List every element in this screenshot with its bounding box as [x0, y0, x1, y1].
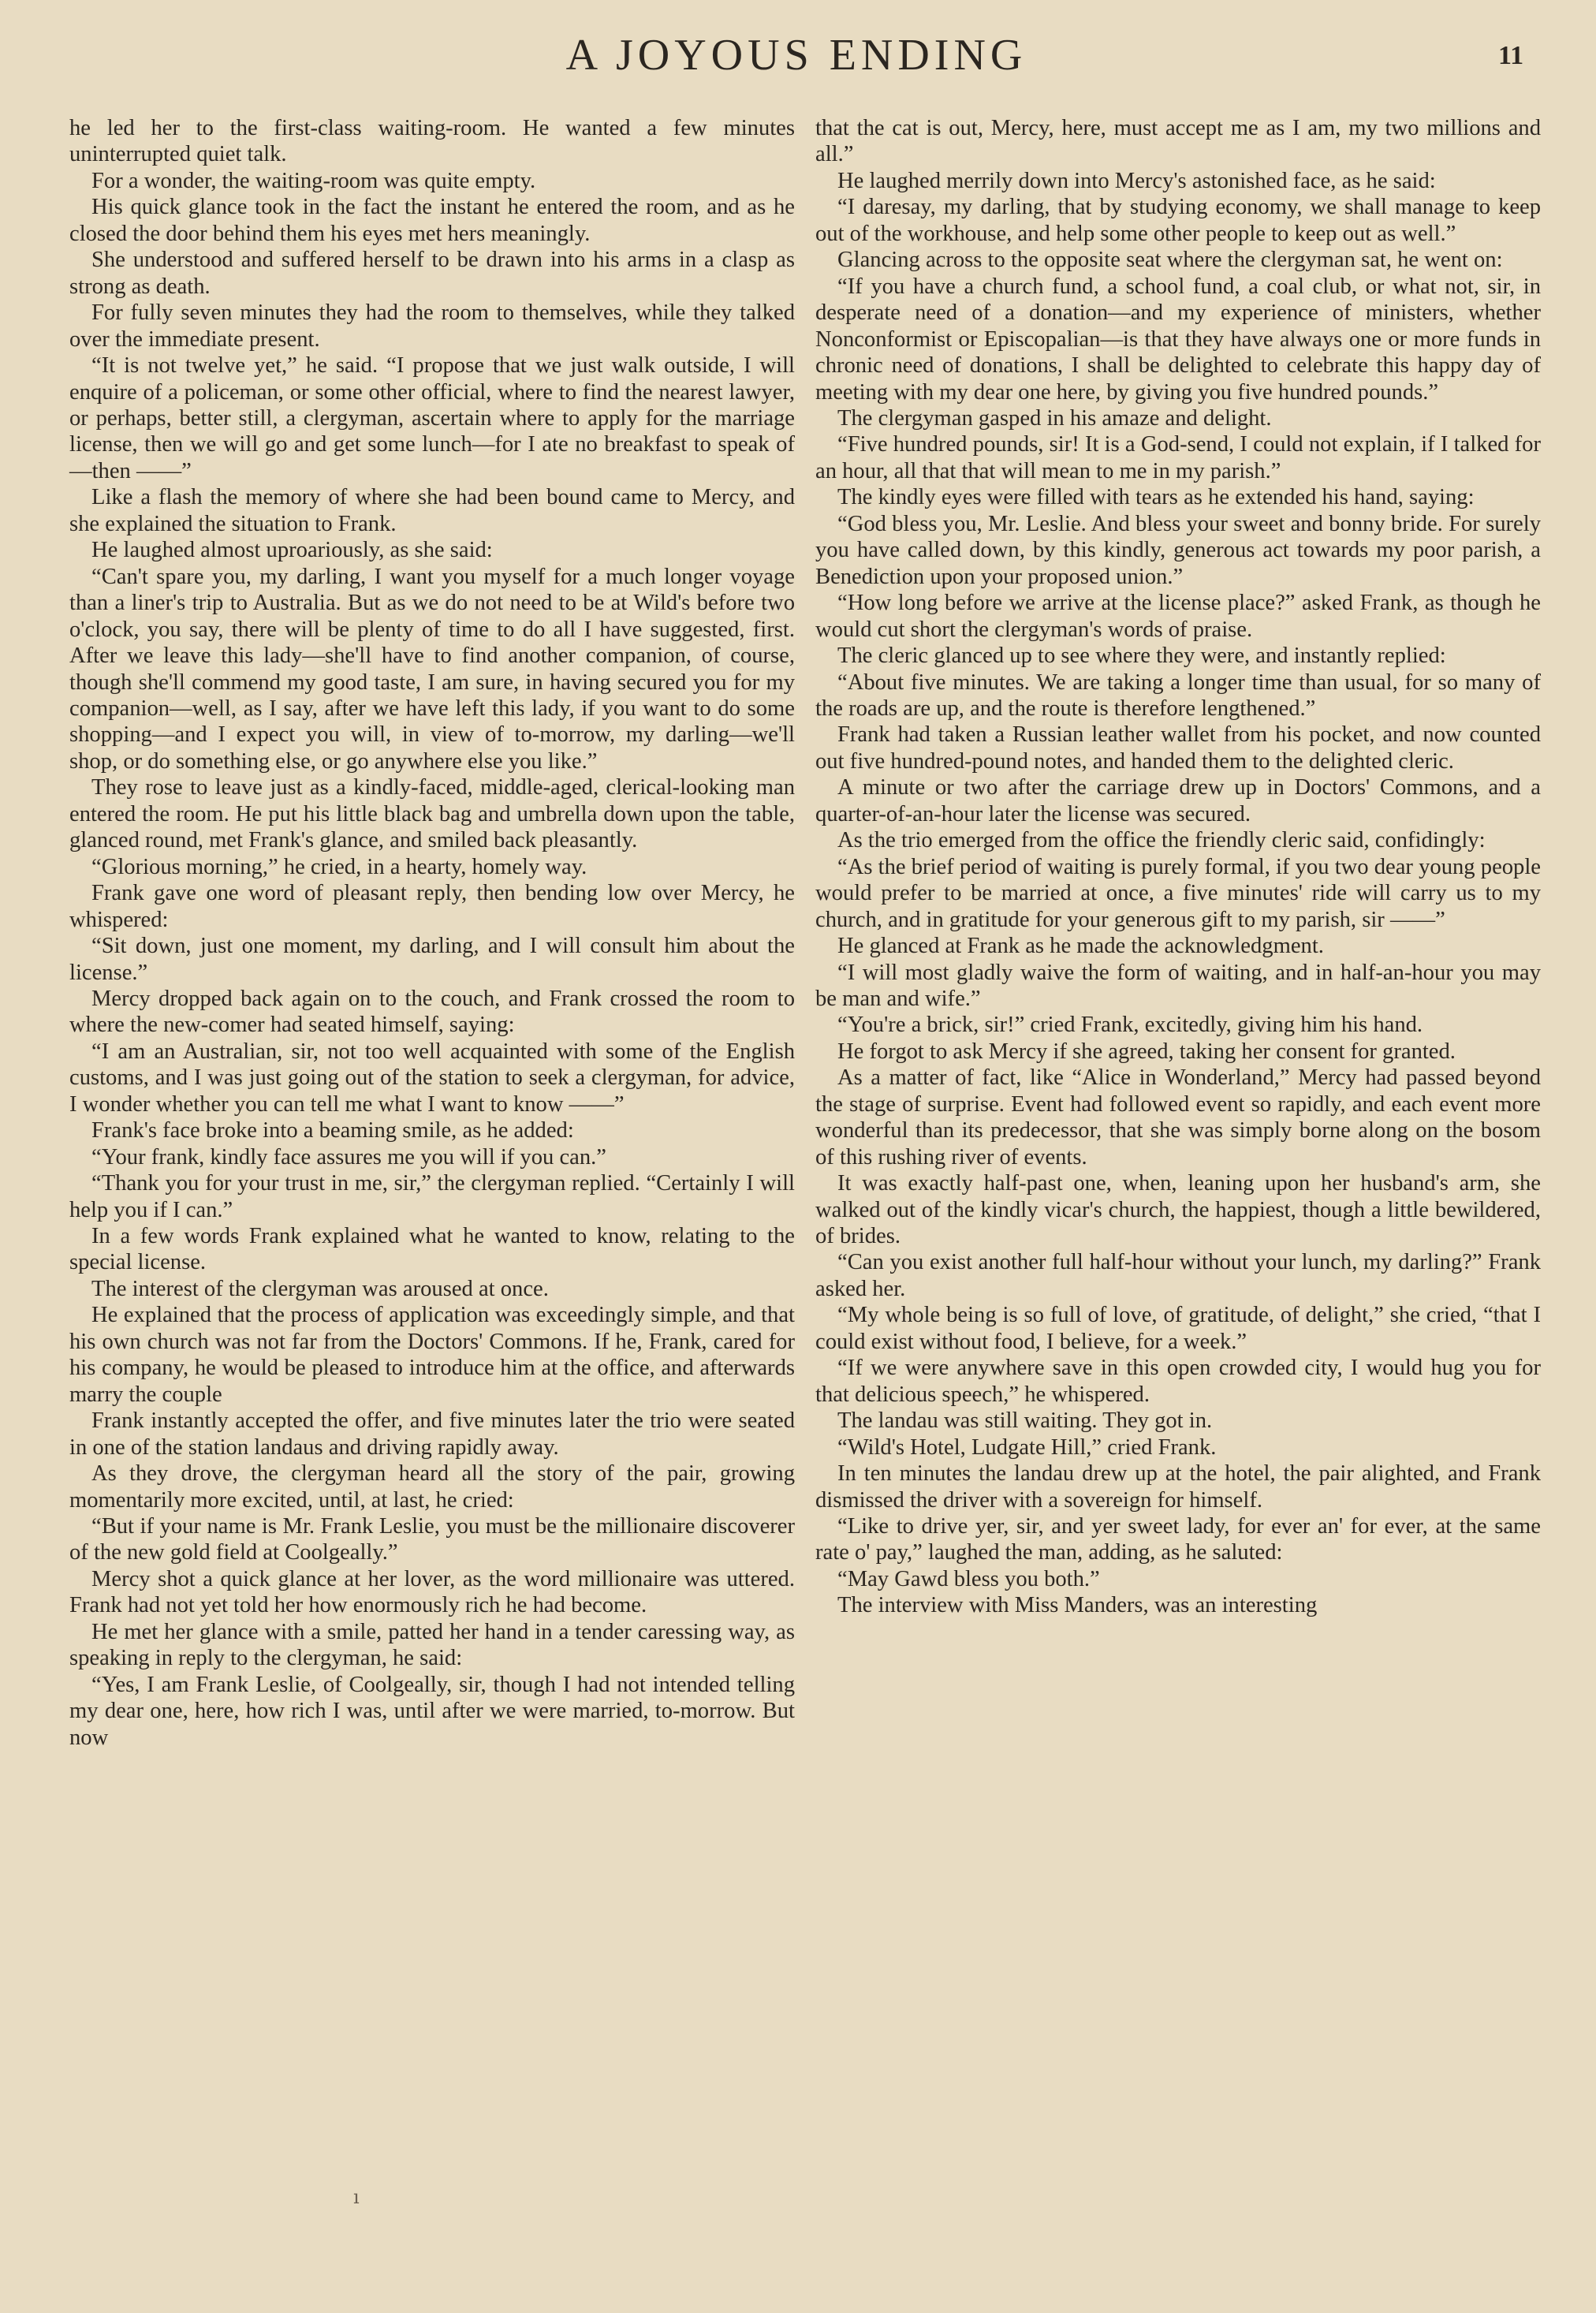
paragraph: The kindly eyes were filled with tears as he extended his hand, saying:: [837, 485, 1475, 510]
paragraph: “I am an Australian, sir, not too well acquainted with some of the English customs, and I was just going out of the station to seek a clergyman, for advice, I wonder whether you can tell me what I want to know ——”: [69, 1039, 795, 1117]
paragraph: He met her glance with a smile, patted her hand in a tender caressing way, as speaking in reply to the clergyman, he said:: [69, 1619, 795, 1671]
page-title: A JOYOUS ENDING: [565, 31, 1027, 80]
paragraph: “How long before we arrive at the license place?” asked Frank, as though he would cut short the clergyman's words of praise.: [815, 591, 1541, 642]
paragraph: “Like to drive yer, sir, and yer sweet lady, for ever an' for ever, at the same rate o' pay,” laughed the man, adding, as he saluted:: [815, 1514, 1541, 1565]
paragraph: As the trio emerged from the office the friendly cleric said, confidingly:: [837, 828, 1486, 853]
paragraph: He laughed merrily down into Mercy's astonished face, as he said:: [837, 168, 1436, 193]
paragraph: “Wild's Hotel, Ludgate Hill,” cried Frank.: [837, 1434, 1217, 1460]
paragraph: “Glorious morning,” he cried, in a hearty, homely way.: [91, 854, 587, 879]
paragraph: For a wonder, the waiting-room was quite empty.: [91, 168, 536, 193]
paragraph: “God bless you, Mr. Leslie. And bless your sweet and bonny bride. For surely you have called down, by this kindly, generous act towards my poor parish, a Benediction upon your proposed union.”: [815, 511, 1541, 589]
paragraph: “It is not twelve yet,” he said. “I propose that we just walk outside, I will enquire of a policeman, or some other official, where to find the nearest lawyer, or perhaps, better still, a clergyman, ascertain where to apply for the marriage license, then we will go and get some lunch—for I ate no breakfast to speak of—then ——”: [69, 353, 795, 483]
paragraph: “Thank you for your trust in me, sir,” the clergyman replied. “Certainly I will help you if I can.”: [69, 1171, 795, 1222]
paragraph: “Your frank, kindly face assures me you will if you can.”: [91, 1144, 606, 1170]
paragraph: The interest of the clergyman was aroused at once.: [91, 1276, 549, 1301]
paragraph: The landau was still waiting. They got in.: [837, 1408, 1213, 1434]
paragraph: His quick glance took in the fact the instant he entered the room, and as he closed the door behind them his eyes met hers meaningly.: [69, 195, 795, 246]
paragraph: Mercy dropped back again on to the couch, and Frank crossed the room to where the new-comer had seated himself, saying:: [69, 986, 795, 1038]
paragraph: Frank gave one word of pleasant reply, then bending low over Mercy, he whispered:: [69, 881, 795, 932]
paragraph: Glancing across to the opposite seat where the clergyman sat, he went on:: [837, 248, 1503, 273]
paragraph: “As the brief period of waiting is purely formal, if you two dear young people would prefer to be married at once, a five minutes' ride will carry us to my church, and in gratitude for your generous gift to my parish, sir ——”: [815, 854, 1541, 932]
left-column: [69, 115, 795, 1751]
paragraph: As they drove, the clergyman heard all the story of the pair, growing momentarily more excited, until, at last, he cried:: [69, 1461, 795, 1513]
paragraph: “But if your name is Mr. Frank Leslie, you must be the millionaire discoverer of the new gold field at Coolgeally.”: [69, 1514, 795, 1565]
paragraph: Frank instantly accepted the offer, and five minutes later the trio were seated in one of the station landaus and driving rapidly away.: [69, 1408, 795, 1460]
paragraph: Mercy shot a quick glance at her lover, as the word millionaire was uttered. Frank had not yet told her how enormously rich he had become.: [69, 1566, 795, 1618]
paragraph: “Can't spare you, my darling, I want you myself for a much longer voyage than a liner's trip to Australia. But as we do not need to be at Wild's before two o'clock, you say, there will be plenty of time to do all I have suggested, first. After we leave this lady—she'll have to find another companion, of course, though she'll commend my good taste, I am sure, in having secured you for my companion—well, as I say, after we have left this lady, if you want to do some shopping—and I expect you will, in view of to-morrow, my darling—we'll shop, or do something else, or go anywhere else you like.”: [69, 564, 795, 774]
paragraph: “If you have a church fund, a school fund, a coal club, or what not, sir, in desperate need of a donation—and my experience of ministers, whether Nonconformist or Episcopalian—is that they have always one or more funds in chronic need of donations, I shall be delighted to celebrate this happy day of meeting with my dear one here, by giving you five hundred pounds.”: [815, 274, 1541, 405]
paragraph: “Sit down, just one moment, my darling, and I will consult him about the license.”: [69, 934, 795, 985]
paragraph: “May Gawd bless you both.”: [837, 1566, 1100, 1591]
right-column: [815, 115, 1541, 1619]
paragraph: The cleric glanced up to see where they were, and instantly replied:: [837, 644, 1446, 669]
paragraph: “I will most gladly waive the form of waiting, and in half-an-hour you may be man and wife.”: [815, 960, 1541, 1011]
paragraph: Frank had taken a Russian leather wallet from his pocket, and now counted out five hundred-pound notes, and handed them to the delighted cleric.: [815, 722, 1541, 774]
paragraph: She understood and suffered herself to be drawn into his arms in a clasp as strong as death.: [69, 248, 795, 299]
paragraph: He laughed almost uproariously, as she said:: [91, 538, 493, 563]
paragraph: “My whole being is so full of love, of gratitude, of delight,” she cried, “that I could exist without food, I believe, for a week.”: [815, 1303, 1541, 1354]
paragraph: “Yes, I am Frank Leslie, of Coolgeally, sir, though I had not intended telling my dear one, here, how rich I was, until after we were married, to-morrow. But now: [69, 1672, 795, 1750]
paragraph: “Five hundred pounds, sir! It is a God-send, I could not explain, if I talked for an hour, all that that will mean to me in my parish.”: [815, 432, 1541, 483]
paragraph: “I daresay, my darling, that by studying economy, we shall manage to keep out of the workhouse, and help some other people to keep out as well.”: [815, 195, 1541, 246]
paragraph: They rose to leave just as a kindly-faced, middle-aged, clerical-looking man entered the room. He put his little black bag and umbrella down upon the table, glanced round, met Frank's glance, and smiled back pleasantly.: [69, 775, 795, 853]
paragraph: “If we were anywhere save in this open crowded city, I would hug you for that delicious speech,” he whispered.: [815, 1356, 1541, 1407]
paragraph: “Can you exist another full half-hour without your lunch, my darling?” Frank asked her.: [815, 1250, 1541, 1301]
paragraph: “You're a brick, sir!” cried Frank, excitedly, giving him his hand.: [837, 1013, 1423, 1038]
page-number: 11: [1498, 41, 1524, 70]
paragraph: He forgot to ask Mercy if she agreed, taking her consent for granted.: [837, 1039, 1456, 1064]
paragraph: As a matter of fact, like “Alice in Wonderland,” Mercy had passed beyond the stage of surprise. Event had followed event so rapidly, and each event more wonderful than its predecessor, that she was simply borne along on the bosom of this rushing river of events.: [815, 1065, 1541, 1170]
paragraph: A minute or two after the carriage drew up in Doctors' Commons, and a quarter-of-an-hour later the license was secured.: [815, 775, 1541, 826]
paragraph: For fully seven minutes they had the room to themselves, while they talked over the immediate present.: [69, 300, 795, 352]
paragraph: “About five minutes. We are taking a longer time than usual, for so many of the roads are up, and the route is therefore lengthened.”: [815, 670, 1541, 721]
running-head: [0, 30, 1596, 85]
paragraph: The interview with Miss Manders, was an interesting: [837, 1593, 1318, 1618]
paragraph: In ten minutes the landau drew up at the hotel, the pair alighted, and Frank dismissed the driver with a sovereign for himself.: [815, 1461, 1541, 1513]
paragraph: In a few words Frank explained what he wanted to know, relating to the special license.: [69, 1224, 795, 1275]
paragraph: He explained that the process of application was exceedingly simple, and that his own church was not far from the Doctors' Commons. If he, Frank, cared for his company, he would be pleased to introduce him at the office, and afterwards marry the couple: [69, 1303, 795, 1407]
paragraph: that the cat is out, Mercy, here, must accept me as I am, my two millions and all.”: [815, 116, 1541, 167]
footer-mark: ı: [353, 2186, 360, 2208]
paragraph: It was exactly half-past one, when, leaning upon her husband's arm, she walked out of the kindly vicar's church, the happiest, though a little bewildered, of brides.: [815, 1171, 1541, 1249]
paragraph: Like a flash the memory of where she had been bound came to Mercy, and she explained the situation to Frank.: [69, 485, 795, 536]
paragraph: The clergyman gasped in his amaze and delight.: [837, 405, 1272, 431]
paragraph: Frank's face broke into a beaming smile, as he added:: [91, 1118, 574, 1143]
paragraph: He glanced at Frank as he made the acknowledgment.: [837, 934, 1324, 959]
paragraph: he led her to the first-class waiting-room. He wanted a few minutes uninterrupted quiet talk.: [69, 116, 795, 167]
